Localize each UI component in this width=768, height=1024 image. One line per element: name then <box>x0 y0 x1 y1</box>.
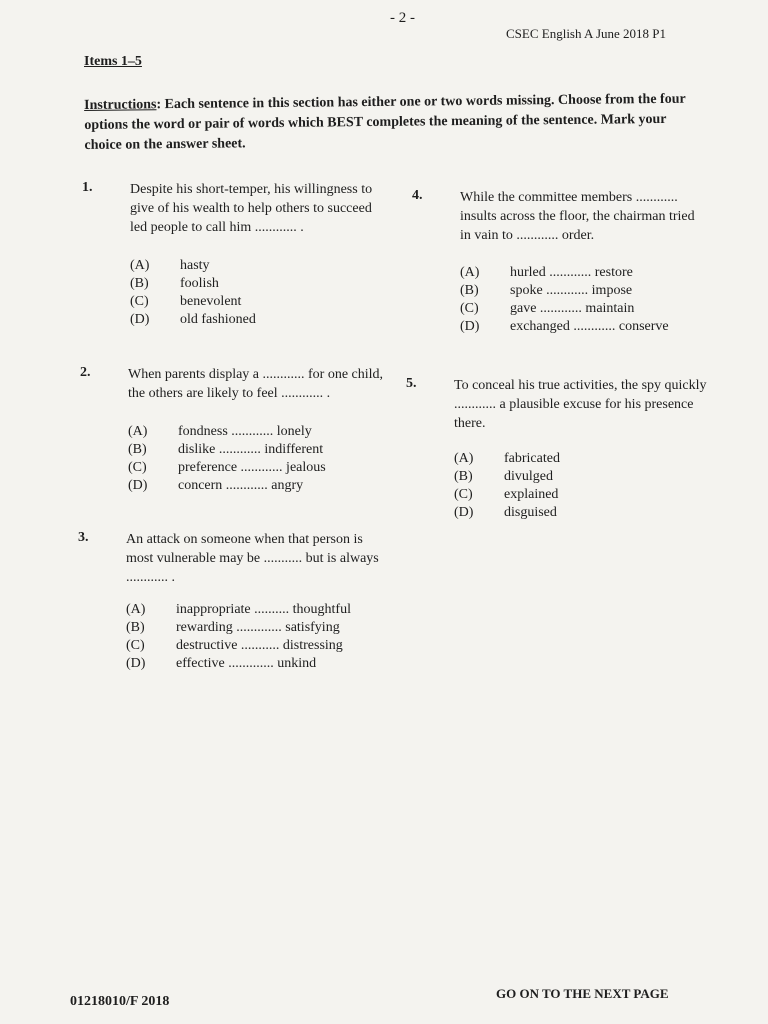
option-letter: (A) <box>126 602 146 617</box>
question-stem: An attack on someone when that person is most vulnerable may be ........... but is always ............ . <box>126 532 379 585</box>
option-letter: (D) <box>128 478 148 493</box>
option-text: dislike ............ indifferent <box>178 442 324 457</box>
option-letter: (B) <box>130 276 149 291</box>
next-page-note: GO ON TO THE NEXT PAGE <box>496 986 669 1001</box>
option-text: hurled ............ restore <box>510 265 633 280</box>
instructions-label: Instructions <box>84 97 157 113</box>
option-letter: (C) <box>128 460 147 475</box>
option-text: disguised <box>504 505 557 520</box>
answer-options <box>128 423 326 495</box>
option-d[interactable] <box>460 318 669 336</box>
option-b[interactable] <box>130 275 256 293</box>
option-text: explained <box>504 487 559 502</box>
answer-options <box>460 264 669 336</box>
option-c[interactable] <box>460 300 669 318</box>
question-stem: When parents display a ............ for one child, the others are likely to feel ............ . <box>128 367 384 401</box>
option-a[interactable] <box>128 423 326 441</box>
option-letter: (A) <box>128 424 148 439</box>
option-a[interactable] <box>454 450 560 468</box>
instructions-text: : Each sentence in this section has either one or two words missing. Choose from the four options the word or pair of words which BEST completes the meaning of the sentence. Mark your choice on the answer sheet. <box>84 91 686 153</box>
option-a[interactable] <box>460 264 669 282</box>
question-number: 3. <box>78 530 89 545</box>
option-letter: (B) <box>460 283 479 298</box>
option-b[interactable] <box>126 619 351 637</box>
question-number: 5. <box>406 376 417 391</box>
question-stem: While the committee members ............ insults across the floor, the chairman tried in vain to ............ order. <box>460 190 695 243</box>
answer-options <box>454 450 560 522</box>
option-text: gave ............ maintain <box>510 301 635 316</box>
answer-options <box>130 257 256 329</box>
option-letter: (B) <box>128 442 147 457</box>
option-letter: (B) <box>454 469 473 484</box>
option-text: foolish <box>180 276 219 291</box>
option-text: benevolent <box>180 294 242 309</box>
option-c[interactable] <box>130 293 256 311</box>
option-letter: (D) <box>126 656 146 671</box>
option-text: concern ............ angry <box>178 478 304 493</box>
option-a[interactable] <box>130 257 256 275</box>
question-stem: To conceal his true activities, the spy quickly ............ a plausible excuse for his presence there. <box>454 378 707 431</box>
option-b[interactable] <box>128 441 326 459</box>
option-d[interactable] <box>130 311 256 329</box>
option-text: divulged <box>504 469 553 484</box>
instructions <box>84 90 703 156</box>
option-letter: (C) <box>130 294 149 309</box>
option-c[interactable] <box>454 486 560 504</box>
question-stem: Despite his short-temper, his willingness to give of his wealth to help others to succeed led people to call him ............ . <box>130 182 373 235</box>
option-d[interactable] <box>126 655 351 673</box>
option-text: fabricated <box>504 451 560 466</box>
page-number: - 2 - <box>390 10 415 26</box>
option-letter: (A) <box>454 451 474 466</box>
option-letter: (A) <box>130 258 150 273</box>
option-b[interactable] <box>454 468 560 486</box>
option-text: hasty <box>180 258 210 273</box>
option-c[interactable] <box>126 637 351 655</box>
option-letter: (C) <box>460 301 479 316</box>
paper-code: 01218010/F 2018 <box>70 994 170 1009</box>
option-text: effective ............. unkind <box>176 656 317 671</box>
option-letter: (D) <box>454 505 474 520</box>
option-c[interactable] <box>128 459 326 477</box>
option-text: fondness ............ lonely <box>178 424 312 439</box>
option-letter: (D) <box>460 319 480 334</box>
option-a[interactable] <box>126 601 351 619</box>
items-heading: Items 1–5 <box>84 54 142 69</box>
option-letter: (C) <box>454 487 473 502</box>
option-text: rewarding ............. satisfying <box>176 620 340 635</box>
question-number: 4. <box>412 188 423 203</box>
option-text: exchanged ............ conserve <box>510 319 669 334</box>
option-letter: (A) <box>460 265 480 280</box>
option-text: destructive ........... distressing <box>176 638 343 653</box>
exam-code: CSEC English A June 2018 P1 <box>506 26 666 41</box>
option-letter: (B) <box>126 620 145 635</box>
option-text: spoke ............ impose <box>510 283 633 298</box>
option-text: old fashioned <box>180 312 256 327</box>
answer-options <box>126 601 351 673</box>
option-d[interactable] <box>128 477 326 495</box>
option-text: inappropriate .......... thoughtful <box>176 602 351 617</box>
option-letter: (D) <box>130 312 150 327</box>
option-text: preference ............ jealous <box>178 460 326 475</box>
question-number: 2. <box>80 365 91 380</box>
option-b[interactable] <box>460 282 669 300</box>
question-number: 1. <box>82 180 93 195</box>
option-letter: (C) <box>126 638 145 653</box>
option-d[interactable] <box>454 504 560 522</box>
